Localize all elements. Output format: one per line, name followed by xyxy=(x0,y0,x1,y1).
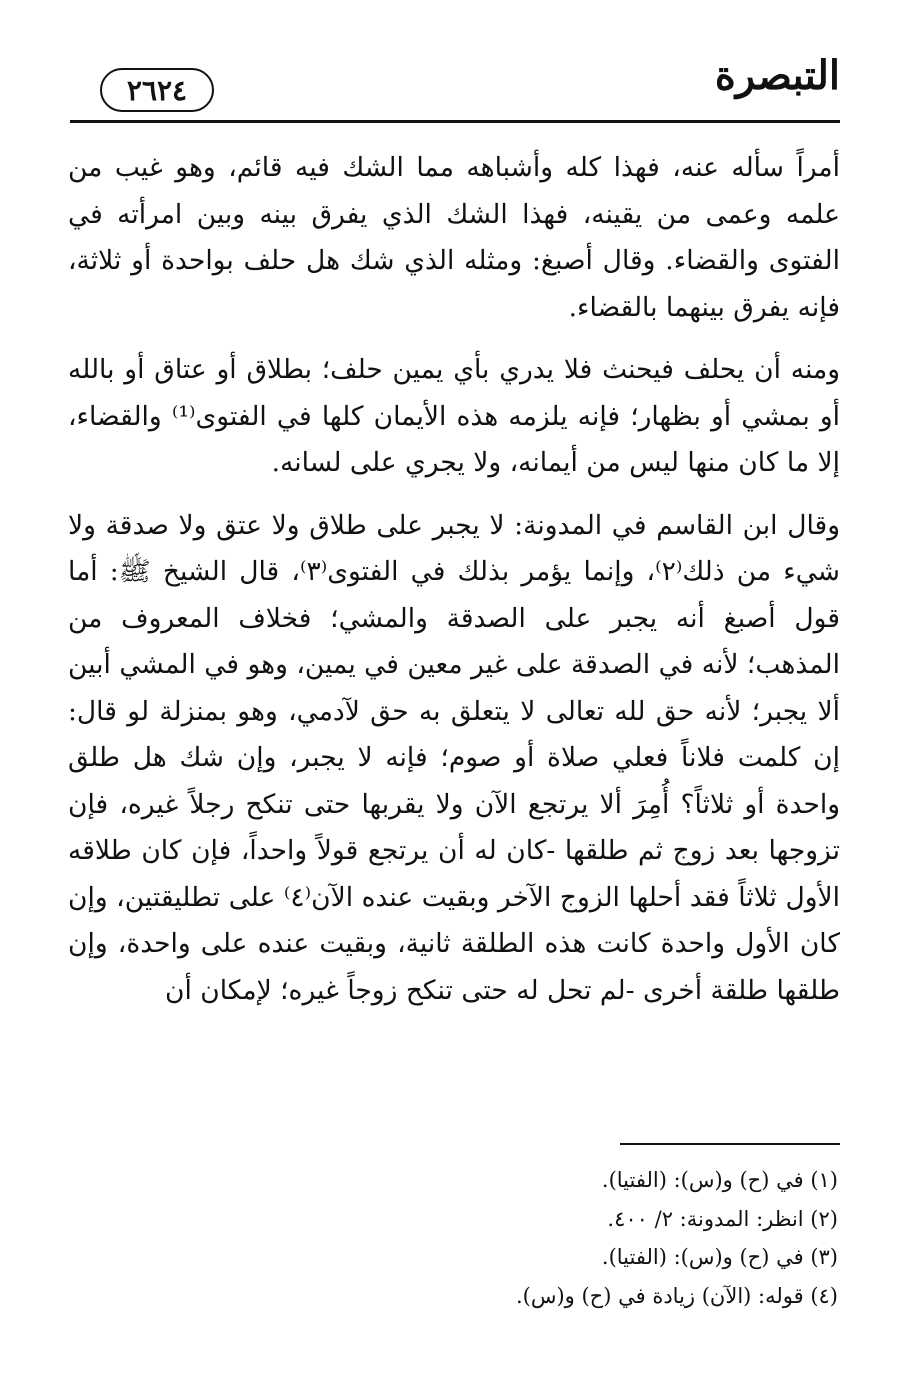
book-title: التبصرة xyxy=(714,52,840,99)
header-rule xyxy=(70,120,840,123)
footnote: (٤) قوله: (الآن) زيادة في (ح) و(س). xyxy=(515,1283,838,1308)
paragraph: وقال ابن القاسم في المدونة: لا يجبر على طلاق ولا عتق ولا صدقة ولا شيء من ذلك⁽٢⁾، وإنما يؤمر بذلك في الفتوى⁽٣⁾، قال الشيخ ﷺ: أما قول أصبغ أنه يجبر على الصدقة والمشي؛ فخلاف المعروف من المذهب؛ لأنه في الصدقة على غير معين في يمين، وهو في المشي أبين ألا يجبر؛ لأنه حق لله تعالى لا يتعلق به حق لآدمي، وهو بمنزلة لو قال: إن كلمت فلاناً فعلي صلاة أو صوم؛ فإنه لا يجبر، وإن شك هل طلق واحدة أو ثلاثاً؟ أُمِرَ ألا يرتجع الآن ولا يقربها حتى تنكح رجلاً غيره، فإن تزوجها بعد زوج ثم طلقها -كان له أن يرتجع قولاً واحداً، فإن كان طلاقه الأول ثلاثاً فقد أحلها الزوج الآخر وبقيت عنده الآن⁽٤⁾ على تطليقتين، وإن كان الأول واحدة كانت هذه الطلقة ثانية، وبقيت عنده على واحدة، وإن طلقها طلقة أخرى -لم تحل له حتى تنكح زوجاً غيره؛ لإمكان أن xyxy=(68,509,840,1006)
page-number-frame xyxy=(100,68,214,112)
footnote: (٣) في (ح) و(س): (الفتيا). xyxy=(601,1245,838,1269)
paragraph: ومنه أن يحلف فيحنث فلا يدري بأي يمين حلف؛ بطلاق أو عتاق أو بالله أو بمشي أو بظهار؛ فإنه يلزمه هذه الأيمان كلها في الفتوى⁽¹⁾ والقضاء، إلا ما كان منها ليس من أيمانه، ولا يجري على لسانه. xyxy=(68,354,841,478)
footnote: (١) في (ح) و(س): (الفتيا). xyxy=(601,1168,838,1192)
paragraph: أمراً سأله عنه، فهذا كله وأشباهه مما الشك فيه قائم، وهو غيب من علمه وعمى من يقينه، فهذا الشك الذي يفرق بينه وبين امرأته في الفتوى والقضاء. وقال أصبغ: ومثله الذي شك هل حلف بواحدة أو ثلاثة، فإنه يفرق بينهما بالقضاء. xyxy=(68,152,840,323)
running-header xyxy=(70,50,840,122)
footnotes xyxy=(68,1161,838,1315)
footnote-separator xyxy=(620,1143,840,1145)
main-text xyxy=(68,145,840,1014)
footnote: (٢) انظر: المدونة: ٢/ ٤٠٠. xyxy=(607,1206,838,1231)
page-number: ٢٦٢٤ xyxy=(126,73,188,107)
